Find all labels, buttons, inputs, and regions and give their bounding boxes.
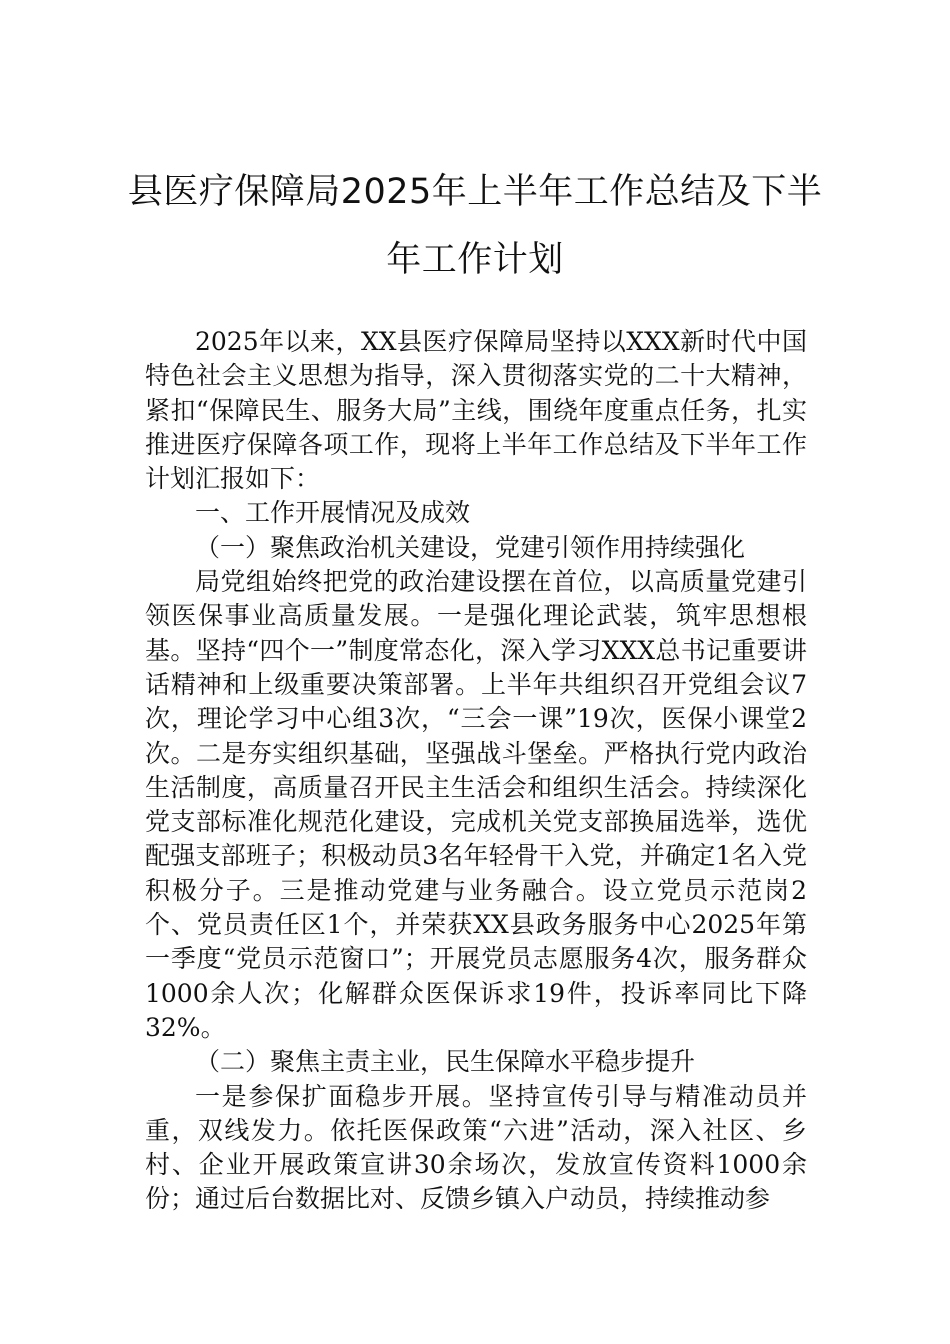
insurance-coverage-paragraph: 一是参保扩面稳步开展。坚持宣传引导与精准动员并重，双线发力。依托医保政策“六进”活动，深入社区、乡村、企业开展政策宣讲30余场次，发放宣传资料1000余份；通过后台数据比对、反馈乡镇入户动员，持续推动参 xyxy=(145,1081,807,1214)
intro-paragraph: 2025年以来，XX县医疗保障局坚持以XXX新时代中国特色社会主义思想为指导，深入贯彻落实党的二十大精神，紧扣“保障民生、服务大局”主线，围绕年度重点任务，扎实推进医疗保障各项工作，现将上半年工作总结及下半年工作计划汇报如下： xyxy=(145,327,807,494)
document-title: 县医疗保障局2025年上半年工作总结及下半年工作计划 xyxy=(127,172,823,280)
party-building-paragraph: 局党组始终把党的政治建设摆在首位，以高质量党建引领医保事业高质量发展。一是强化理论武装，筑牢思想根基。坚持“四个一”制度常态化，深入学习XXX总书记重要讲话精神和上级重要决策部署。上半年共组织召开党组会议7次，理论学习中心组3次，“三会一课”19次，医保小课堂2次。二是夯实组织基础，坚强战斗堡垒。严格执行党内政治生活制度，高质量召开民主生活会和组织生活会。持续深化党支部标准化规范化建设，完成机关党支部换届选举，选优配强支部班子；积极动员3名年轻骨干入党，并确定1名入党积极分子。三是推动党建与业务融合。设立党员示范岗2个、党员责任区1个，并荣获XX县政务服务中心2025年第一季度“党员示范窗口”；开展党员志愿服务4次，服务群众1000余人次；化解群众医保诉求19件，投诉率同比下降32%。 xyxy=(145,567,807,1042)
document-body xyxy=(145,325,807,1217)
subsection-heading-2: （二）聚焦主责主业，民生保障水平稳步提升 xyxy=(195,1047,696,1077)
section-heading-1: 一、工作开展情况及成效 xyxy=(195,498,471,528)
subsection-heading-1: （一）聚焦政治机关建设，党建引领作用持续强化 xyxy=(195,532,746,562)
